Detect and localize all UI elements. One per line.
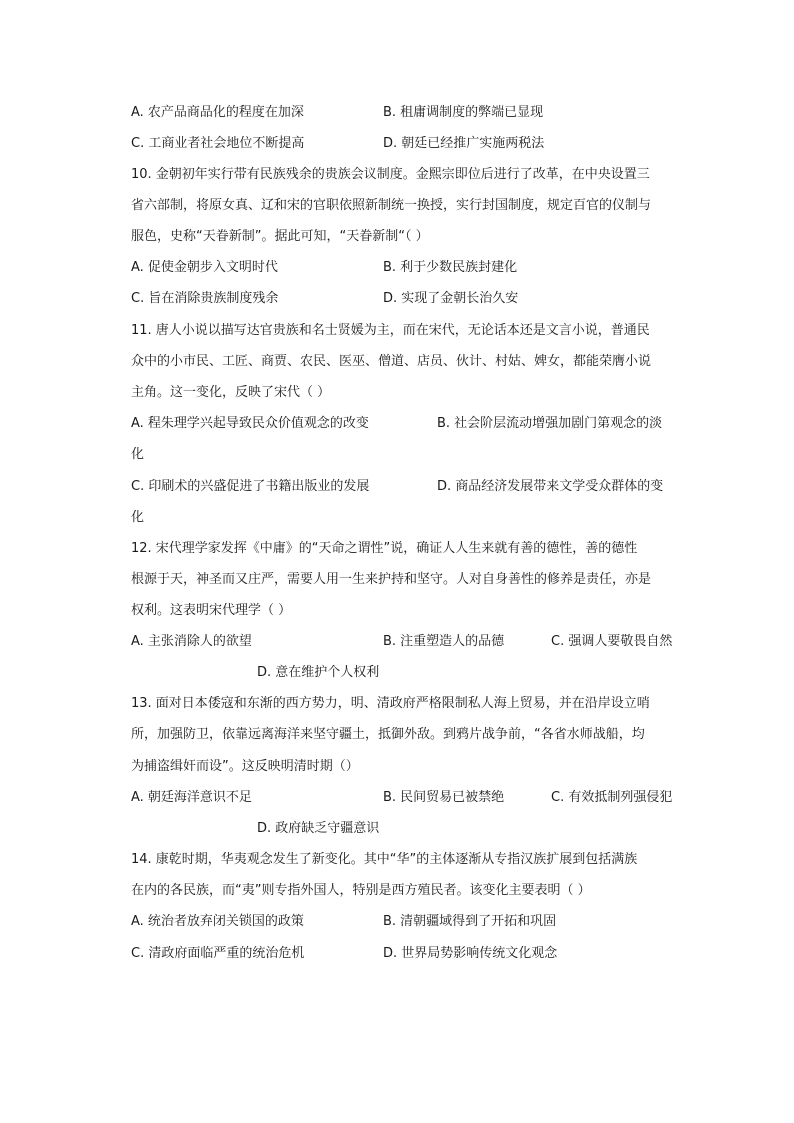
q10-option-b: B. 利于少数民族封建化	[383, 260, 518, 275]
q14-option-b: B. 清朝疆域得到了开拓和巩固	[383, 914, 557, 929]
q10-option-c: C. 旨在消除贵族制度残余	[131, 291, 279, 306]
q13-option-d: D. 政府缺乏守疆意识	[257, 821, 380, 836]
q11-option-c: C. 印刷术的兴盛促进了书籍出版业的发展	[131, 479, 370, 494]
q9-option-c: C. 工商业者社会地位不断提高	[131, 136, 305, 151]
q12-option-d: D. 意在维护个人权利	[257, 665, 380, 680]
q10-stem-line-2: 省六部制，将原女真、辽和宋的官职依照新制统一换授，实行封国制度，规定百官的仪制与	[131, 198, 652, 213]
q13-stem-line-2: 所，加强防卫，依靠远离海洋来坚守疆土，抵御外敌。到鸦片战争前，“各省水师战船，均	[131, 727, 645, 742]
q11-option-b: B. 社会阶层流动增强加剧门第观念的淡	[437, 416, 663, 431]
q9-option-d: D. 朝廷已经推广实施两税法	[383, 136, 545, 151]
q11-option-d-wrap: 化	[131, 510, 145, 525]
q12-option-b: B. 注重塑造人的品德	[383, 634, 505, 649]
q10-option-d: D. 实现了金朝长治久安	[383, 291, 519, 306]
q11-option-d: D. 商品经济发展带来文学受众群体的变	[437, 479, 664, 494]
q10-option-a: A. 促使金朝步入文明时代	[131, 260, 278, 275]
q11-option-a: A. 程朱理学兴起导致民众价值观念的改变	[131, 416, 369, 431]
q12-stem-line-2: 根源于天，神圣而又庄严，需要人用一生来护持和坚守。人对自身善性的修养是责任，亦是	[131, 572, 652, 587]
q14-stem-line-1: 14. 康乾时期，华夷观念发生了新变化。其中“华”的主体逐渐从专指汉族扩展到包括满族	[131, 852, 638, 867]
q14-option-c: C. 清政府面临严重的统治危机	[131, 946, 305, 961]
q11-stem-line-1: 11. 唐人小说以描写达官贵族和名士贤媛为主，而在宋代，无论话本还是文言小说，普通民	[131, 323, 650, 338]
q13-stem-line-1: 13. 面对日本倭寇和东渐的西方势力，明、清政府严格限制私人海上贸易，并在沿岸设立哨	[131, 696, 650, 711]
q12-stem-line-3: 权利。这表明宋代理学（ ）	[131, 603, 292, 618]
q10-stem-line-1: 10. 金朝初年实行带有民族残余的贵族会议制度。金熙宗即位后进行了改革，在中央设置三	[131, 167, 650, 182]
q14-stem-line-2: 在内的各民族，而“夷”则专指外国人，特别是西方殖民者。该变化主要表明（ ）	[131, 883, 591, 898]
q14-option-d: D. 世界局势影响传统文化观念	[383, 946, 558, 961]
q11-stem-line-3: 主角。这一变化，反映了宋代（ ）	[131, 385, 331, 400]
q11-option-b-wrap: 化	[131, 447, 145, 462]
q11-stem-line-2: 众中的小市民、工匠、商贾、农民、医巫、僧道、店员、伙计、村姑、婢女，都能荣膺小说	[131, 354, 652, 369]
q12-stem-line-1: 12. 宋代理学家发挥《中庸》的“天命之谓性”说，确证人人生来就有善的德性，善的德性	[131, 541, 638, 556]
q13-option-b: B. 民间贸易已被禁绝	[383, 790, 505, 805]
q13-option-c: C. 有效抵制列强侵犯	[551, 790, 673, 805]
q12-option-c: C. 强调人要敬畏自然	[551, 634, 673, 649]
q13-option-a: A. 朝廷海洋意识不足	[131, 790, 252, 805]
q12-option-a: A. 主张消除人的欲望	[131, 634, 252, 649]
q9-option-a: A. 农产品商品化的程度在加深	[131, 105, 304, 120]
q9-option-b: B. 租庸调制度的弊端已显现	[383, 105, 544, 120]
q14-option-a: A. 统治者放弃闭关锁国的政策	[131, 914, 304, 929]
q13-stem-line-3: 为捕盗缉奸而设”。这反映明清时期（）	[131, 759, 359, 774]
q10-stem-line-3: 服色，史称“天眷新制”。据此可知，“天眷新制“（ ）	[131, 229, 429, 244]
